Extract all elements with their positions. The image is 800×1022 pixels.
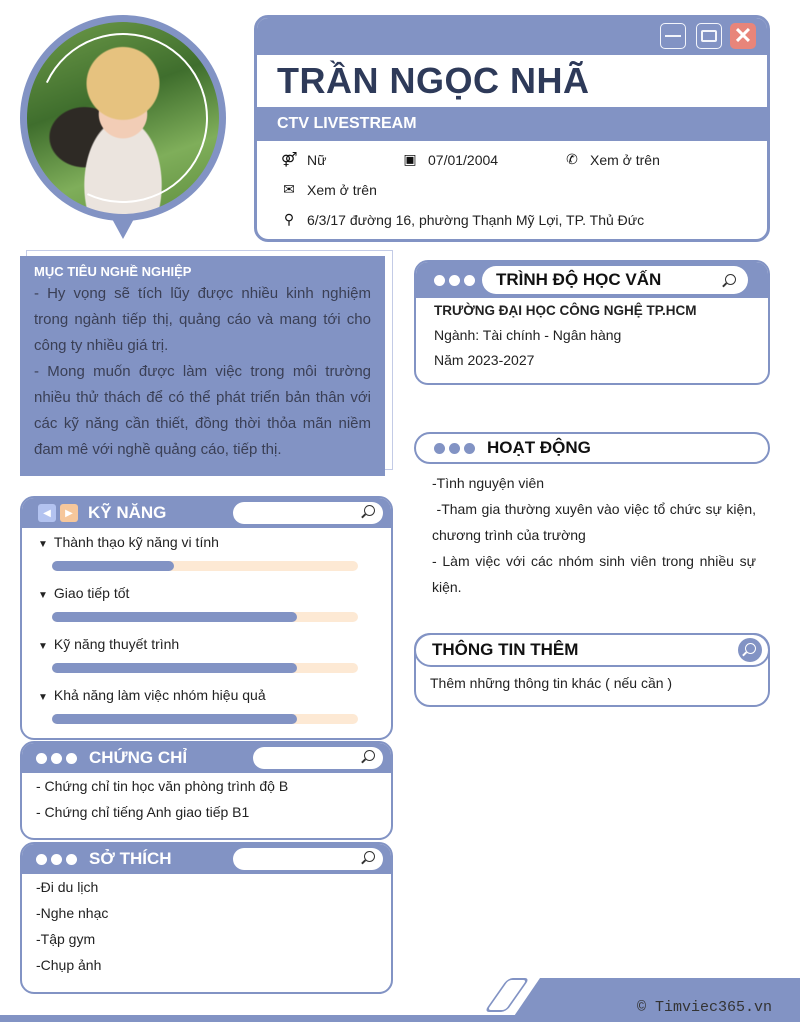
skill-bar-fill [52, 663, 297, 673]
hobby-item: -Chụp ảnh [36, 957, 102, 973]
close-icon[interactable]: ✕ [730, 23, 756, 49]
education-title-pill [482, 266, 748, 294]
minimize-icon[interactable] [660, 23, 686, 49]
gender-value: Nữ [307, 151, 327, 168]
phone-field [564, 151, 660, 168]
education-title: TRÌNH ĐỘ HỌC VẤN [496, 270, 662, 289]
skills-title: KỸ NĂNG [88, 503, 167, 522]
skill-bar [52, 663, 358, 673]
gender-field [281, 151, 326, 168]
dots-icon [36, 753, 77, 764]
certificates-title: CHỨNG CHỈ [89, 748, 188, 767]
search-icon [364, 505, 375, 516]
skill-item [36, 530, 377, 571]
phone-value: Xem ở trên [590, 151, 660, 168]
career-objective [20, 256, 385, 476]
activity-item: -Tình nguyện viên [432, 475, 545, 491]
major: Ngành: Tài chính - Ngân hàng [434, 327, 622, 343]
more-info-card [414, 633, 770, 707]
gender-icon: ⚤ [281, 151, 298, 167]
education-card [414, 260, 770, 385]
education-details [416, 298, 768, 373]
hobby-item: -Tập gym [36, 931, 96, 947]
phone-icon: ✆ [566, 151, 578, 167]
header-window [254, 15, 770, 242]
skills-search[interactable] [233, 502, 383, 524]
skill-item [36, 683, 377, 724]
dots-icon [36, 854, 77, 865]
certificate-item: - Chứng chỉ tin học văn phòng trình độ B [36, 778, 289, 794]
skill-label: ▼ Khả năng làm việc nhóm hiệu quả [36, 683, 377, 710]
certificate-item: - Chứng chỉ tiếng Anh giao tiếp B1 [36, 804, 250, 820]
search-icon[interactable] [725, 274, 736, 285]
email-value: Xem ở trên [307, 181, 377, 198]
activities-title: HOẠT ĐỘNG [487, 438, 591, 457]
address-value: 6/3/17 đường 16, phường Thạnh Mỹ Lợi, TP. Thủ Đức [307, 211, 645, 228]
footer-credit[interactable]: © Timviec365.vn [636, 999, 772, 1016]
skill-label: ▼ Giao tiếp tốt [36, 581, 377, 608]
skills-card [20, 496, 393, 740]
search-icon [364, 851, 375, 862]
maximize-icon[interactable] [696, 23, 722, 49]
skill-bar-fill [52, 714, 297, 724]
study-years: Năm 2023-2027 [434, 352, 535, 368]
prev-icon[interactable]: ◀ [38, 504, 56, 522]
objective-paragraph: - Hy vọng sẽ tích lũy được nhiều kinh nghiệm trong ngành tiếp thị, quảng cáo và mang tới cho công ty nhiều giá trị. [34, 285, 371, 354]
search-icon [745, 643, 756, 654]
objective-paragraph: - Mong muốn được làm việc trong môi trường nhiều thử thách để có thể phát triển bản thân với các kỹ năng cần thiết, đồng thời thỏa mãn niềm đam mê với nghề quảng cáo, tiếp thị. [34, 363, 371, 458]
objective-title: MỤC TIÊU NGHỀ NGHIỆP [34, 264, 192, 279]
contact-info [257, 141, 767, 241]
dots-icon [434, 443, 475, 454]
birthday-value: 07/01/2004 [428, 151, 499, 168]
skill-item [36, 632, 377, 673]
hobbies-header [22, 844, 391, 874]
activity-item: -Tham gia thường xuyên vào việc tổ chức sự kiện, chương trình của trường [432, 501, 760, 543]
search-icon [364, 750, 375, 761]
calendar-icon: ▣ [403, 151, 417, 167]
activity-item: - Làm việc với các nhóm sinh viên trong nhiều sự kiện. [432, 553, 756, 595]
skills-header [22, 498, 391, 528]
skill-item [36, 581, 377, 622]
skill-label: ▼ Kỹ năng thuyết trình [36, 632, 377, 659]
certificates-card [20, 741, 393, 840]
dots-icon [434, 275, 475, 286]
address-field [281, 211, 644, 228]
education-header [416, 262, 768, 298]
mail-icon: ✉ [283, 181, 295, 197]
location-icon: ⚲ [283, 211, 295, 227]
skill-bar [52, 561, 358, 571]
skill-label: ▼ Thành thạo kỹ năng vi tính [36, 530, 377, 557]
birthday-field [402, 151, 498, 168]
more-info-title: THÔNG TIN THÊM [432, 640, 579, 659]
more-info-search-button[interactable] [738, 638, 762, 662]
next-icon[interactable]: ▶ [60, 504, 78, 522]
skill-bar [52, 714, 358, 724]
certificates-header [22, 743, 391, 773]
certificates-list [22, 773, 391, 825]
skill-bar-fill [52, 561, 174, 571]
hobby-item: -Đi du lịch [36, 879, 99, 895]
hobby-item: -Nghe nhạc [36, 905, 109, 921]
email-field [281, 181, 377, 198]
avatar [20, 15, 226, 241]
skill-bar-fill [52, 612, 297, 622]
hobbies-title: SỞ THÍCH [89, 849, 172, 868]
avatar-decor-ring [14, 9, 232, 227]
activities-header [414, 432, 770, 464]
hobbies-search[interactable] [233, 848, 383, 870]
job-title: CTV LIVESTREAM [257, 107, 767, 141]
certificates-search[interactable] [253, 747, 383, 769]
candidate-name: TRẦN NGỌC NHÃ [277, 60, 590, 101]
header-titlebar [257, 18, 767, 55]
skills-list [22, 528, 391, 736]
hobbies-card [20, 842, 393, 994]
skill-bar [52, 612, 358, 622]
more-info-header [414, 633, 770, 667]
avatar-pointer [111, 217, 135, 239]
activities-list [432, 470, 760, 600]
school-name: TRƯỜNG ĐẠI HỌC CÔNG NGHỆ TP.HCM [434, 303, 697, 318]
hobbies-list [22, 874, 391, 978]
more-info-text: Thêm những thông tin khác ( nếu cần ) [430, 675, 673, 691]
